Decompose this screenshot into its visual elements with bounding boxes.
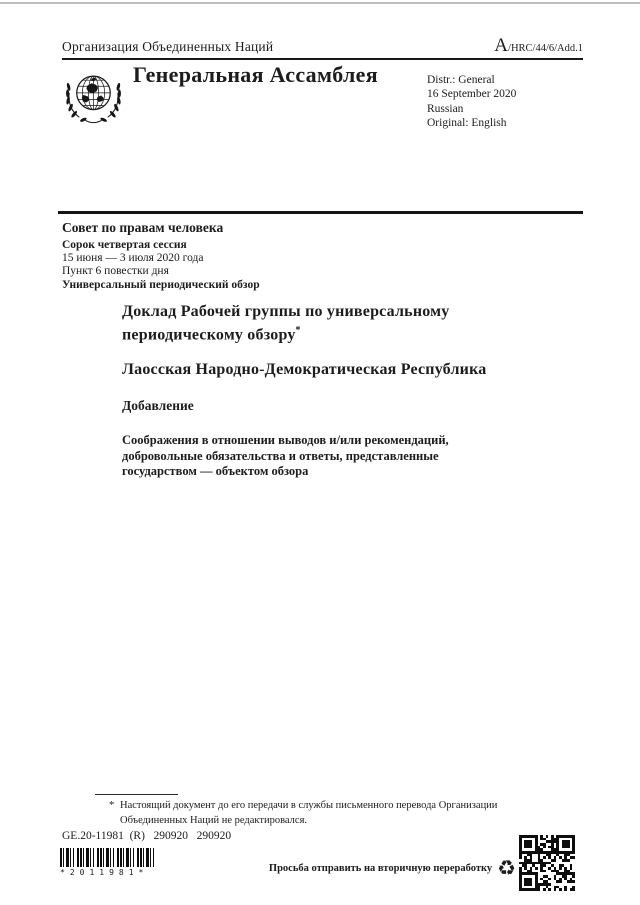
footnote (104, 799, 499, 828)
agenda-topic: Универсальный периодический обзор (62, 278, 260, 291)
distr-line: Distr.: General (427, 74, 495, 86)
document-symbol-series: A (494, 35, 509, 56)
header-rule (62, 58, 583, 60)
recycle-text: Просьба отправить на вторичную переработку (268, 863, 493, 874)
qr-code (519, 835, 575, 891)
document-symbol (494, 36, 583, 55)
session-dates: 15 июня — 3 июля 2020 года (62, 252, 204, 265)
distribution-block (427, 73, 516, 131)
footnote-marker: * (109, 800, 115, 811)
un-emblem-icon (61, 64, 126, 136)
title-block (122, 303, 583, 480)
distr-date: 16 September 2020 (427, 88, 517, 101)
country-title: Лаосская Народно-Демократическая Республика (122, 361, 487, 379)
distr-language: Russian (427, 102, 464, 115)
document-number: GE.20-11981 (R) 290920 290920 (62, 830, 232, 842)
session-number: Сорок четвертая сессия (62, 239, 187, 251)
masthead (62, 36, 583, 55)
footnote-reference: * (295, 324, 301, 336)
scan-edge-line (0, 2, 640, 4)
recycle-icon: ♻ (497, 856, 516, 880)
document-symbol-number: /HRC/44/6/Add.1 (508, 43, 583, 54)
barcode-text: *2011981* (60, 868, 149, 877)
barcode (60, 848, 156, 877)
body-title: Генеральная Ассамблея (133, 62, 378, 87)
section-rule (58, 211, 583, 214)
council-name: Совет по правам человека (62, 220, 224, 235)
report-title-text: Доклад Рабочей группы по универсальному периодическому обзору (122, 303, 450, 343)
footnote-text: Настоящий документ до его передачи в службы письменного перевода Организации Объединенных Наций не редактировался. (120, 800, 498, 826)
barcode-bars-icon (60, 848, 156, 867)
recycle-notice (269, 858, 516, 879)
report-title (122, 303, 492, 344)
session-block (62, 220, 260, 292)
footnote-rule (95, 794, 178, 795)
distr-original: Original: English (427, 117, 507, 130)
report-subtitle: Соображения в отношении выводов и/или рекомендаций, добровольные обязательства и ответы, представленные государством — объектом обзора (122, 433, 449, 479)
qr-code-grid (519, 835, 575, 891)
addendum-title: Добавление (122, 398, 194, 414)
agenda-item: Пункт 6 повестки дня (62, 265, 169, 278)
org-name: Организация Объединенных Наций (62, 39, 274, 54)
